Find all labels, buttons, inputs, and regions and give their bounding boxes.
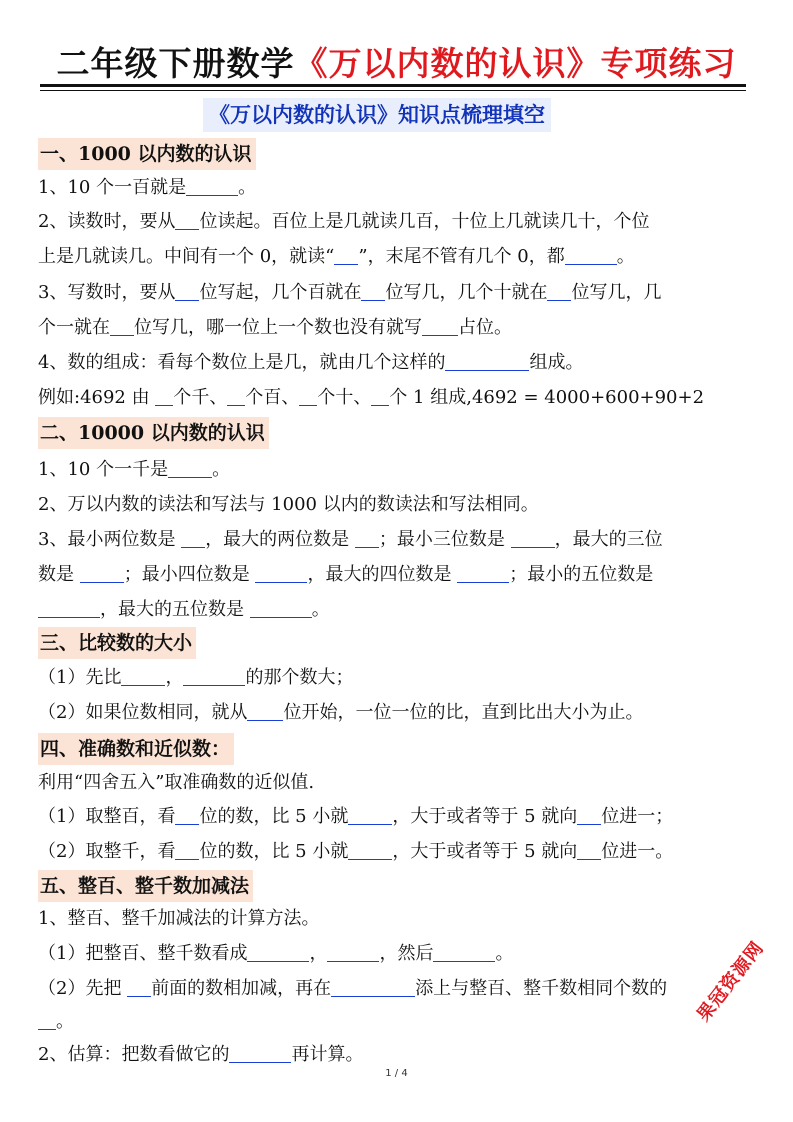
- blank[interactable]: [175, 841, 199, 860]
- s1-line-4: 3、写数时，要从 位写起，几个百就在 位写几，几个十就在 位写几，几: [38, 282, 662, 303]
- blank[interactable]: [361, 282, 385, 301]
- blank[interactable]: [186, 177, 238, 196]
- blank[interactable]: [422, 317, 458, 336]
- section-heading-2: 二、10000 以内数的认识: [38, 417, 269, 449]
- blank[interactable]: [247, 702, 283, 721]
- section-heading-4: 四、准确数和近似数：: [38, 733, 234, 765]
- s1-line-1: 1、10 个一百就是 。: [38, 177, 257, 198]
- s2-line-2: 2、万以内数的读法和写法与 1000 以内的数读法和写法相同。: [38, 494, 539, 515]
- blank[interactable]: [80, 564, 124, 583]
- blank[interactable]: [168, 459, 212, 478]
- blank[interactable]: [547, 282, 571, 301]
- s1-line-3: 上是几就读几。中间有一个 0，就读“ ”，末尾不管有几个 0，都 。: [38, 246, 635, 267]
- s5-line-5: 2、估算：把数看做它的 再计算。: [38, 1044, 364, 1065]
- blank[interactable]: [155, 387, 173, 406]
- s5-line-2: （1）把整百、整千数看成 ， ，然后 。: [38, 943, 514, 964]
- blank[interactable]: [229, 1044, 291, 1063]
- blank[interactable]: [511, 529, 555, 548]
- title-rule-thick: [40, 84, 746, 87]
- page-number: 1 / 4: [385, 1068, 408, 1079]
- blank[interactable]: [175, 806, 199, 825]
- blank[interactable]: [348, 806, 392, 825]
- blank[interactable]: [247, 943, 309, 962]
- blank[interactable]: [183, 667, 245, 686]
- title-rule-thin: [40, 90, 746, 91]
- section-heading-1: 一、1000 以内数的认识: [38, 138, 256, 170]
- title-red: 《万以内数的认识》专项练习: [294, 44, 737, 83]
- s2-line-3: 3、最小两位数是 ，最大的两位数是 ；最小三位数是 ，最大的三位: [38, 529, 663, 550]
- blank[interactable]: [175, 211, 199, 230]
- s2-line-1: 1、10 个一千是 。: [38, 459, 231, 480]
- blank[interactable]: [433, 943, 495, 962]
- blank[interactable]: [175, 282, 199, 301]
- blank[interactable]: [565, 246, 617, 265]
- title-black: 二年级下册数学: [56, 44, 295, 83]
- blank[interactable]: [121, 667, 165, 686]
- page-title: [0, 38, 793, 85]
- blank[interactable]: [250, 599, 312, 618]
- blank[interactable]: [331, 978, 415, 997]
- blank[interactable]: [227, 387, 245, 406]
- s3-line-1: （1）先比 ， 的那个数大；: [38, 667, 354, 688]
- blank[interactable]: [127, 978, 151, 997]
- blank[interactable]: [334, 246, 358, 265]
- blank[interactable]: [255, 564, 307, 583]
- blank[interactable]: [457, 564, 509, 583]
- s2-line-4: 数是 ；最小四位数是 ，最大的四位数是 ；最小的五位数是: [38, 564, 654, 585]
- blank[interactable]: [371, 387, 389, 406]
- blank[interactable]: [38, 599, 100, 618]
- blank[interactable]: [577, 841, 601, 860]
- s5-line-4: 。: [38, 1010, 74, 1034]
- blank[interactable]: [348, 841, 392, 860]
- s1-line-6: 4、数的组成：看每个数位上是几，就由几个这样的 组成。: [38, 352, 584, 373]
- s1-line-7: 例如:4692 由 个千、 个百、 个十、 个 1 组成,4692 = 4000+600+90+2: [38, 387, 705, 408]
- s4-line-1: 利用“四舍五入”取准确数的近似值.: [38, 772, 315, 793]
- subtitle: 《万以内数的认识》知识点梳理填空: [203, 98, 551, 132]
- s2-line-5: ，最大的五位数是 。: [38, 598, 330, 622]
- s4-line-2: （1）取整百，看 位的数，比 5 小就 ，大于或者等于 5 就向 位进一；: [38, 806, 674, 827]
- s5-line-1: 1、整百、整千加减法的计算方法。: [38, 908, 320, 929]
- blank[interactable]: [445, 352, 529, 371]
- s3-line-2: （2）如果位数相同，就从 位开始，一位一位的比，直到比出大小为止。: [38, 702, 644, 723]
- blank[interactable]: [355, 529, 379, 548]
- s5-line-3: （2）先把 前面的数相加减，再在 添上与整百、整千数相同个数的: [38, 978, 668, 999]
- s4-line-3: （2）取整千，看 位的数，比 5 小就 ，大于或者等于 5 就向 位进一。: [38, 841, 674, 862]
- blank[interactable]: [110, 317, 134, 336]
- watermark-stamp: 果冠资源网: [693, 937, 769, 1026]
- section-heading-5: 五、整百、整千数加减法: [38, 870, 253, 902]
- blank[interactable]: [327, 943, 379, 962]
- blank[interactable]: [577, 806, 601, 825]
- blank[interactable]: [299, 387, 317, 406]
- blank[interactable]: [181, 529, 205, 548]
- s1-line-2: 2、读数时，要从 位读起。百位上是几就读几百，十位上几就读几十，个位: [38, 211, 650, 232]
- s1-line-5: 个一就在 位写几，哪一位上一个数也没有就写 占位。: [38, 317, 512, 338]
- blank[interactable]: [38, 1011, 56, 1030]
- section-heading-3: 三、比较数的大小: [38, 627, 196, 659]
